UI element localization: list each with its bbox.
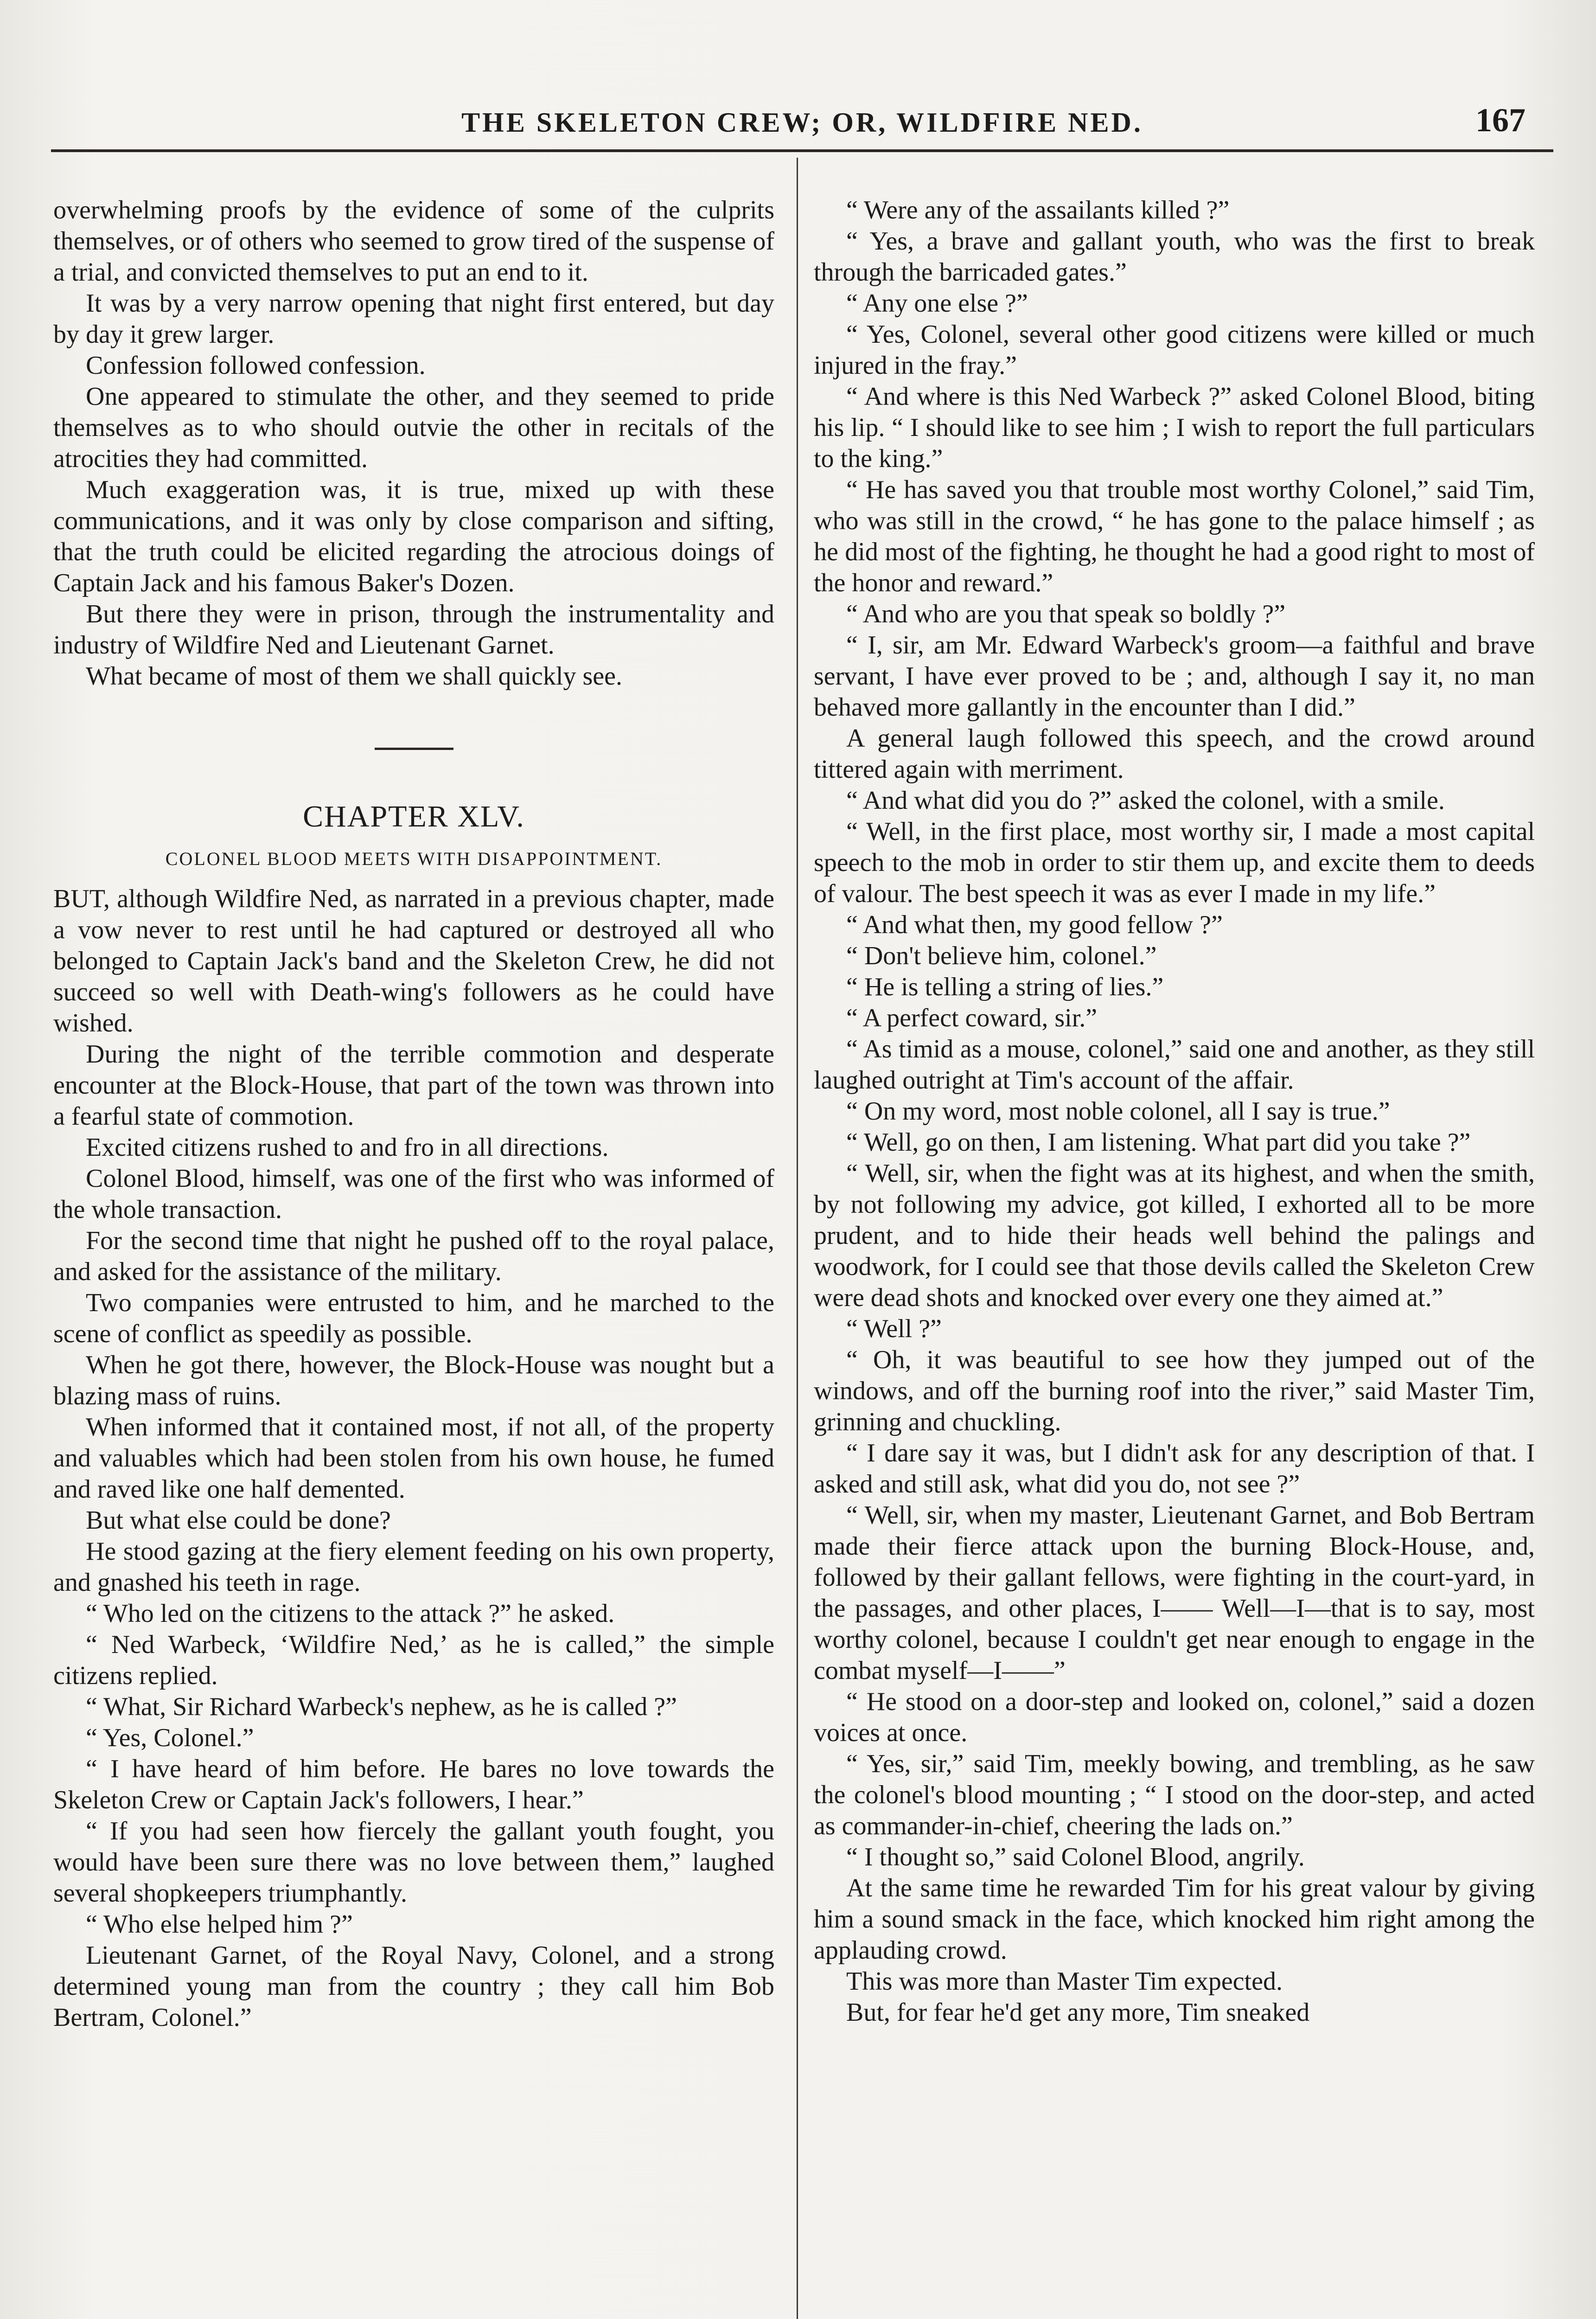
- paragraph: But, for fear he'd get any more, Tim sneaked: [846, 1998, 1310, 2027]
- paragraph: Two companies were entrusted to him, and he marched to the scene of conflict as speedily as possible.: [53, 1288, 774, 1348]
- paragraph: “ Were any of the assailants killed ?”: [846, 196, 1230, 224]
- paragraph: But what else could be done?: [86, 1506, 391, 1535]
- page-header: [51, 93, 1553, 148]
- paragraph: “ I have heard of him before. He bares no love towards the Skeleton Crew or Captain Jack's followers, I hear.”: [53, 1755, 774, 1814]
- paragraph: “ Yes, Colonel.”: [86, 1723, 254, 1752]
- paragraph: One appeared to stimulate the other, and they seemed to pride themselves as to who should outvie the other in recitals of the atrocities they had committed.: [53, 382, 774, 473]
- paragraph: “ A perfect coward, sir.”: [846, 1004, 1098, 1032]
- paragraph: A general laugh followed this speech, and the crowd around tittered again with merriment.: [814, 724, 1535, 784]
- paragraph: Lieutenant Garnet, of the Royal Navy, Colonel, and a strong determined young man from the country ; they call him Bob Bertram, Colonel.”: [53, 1941, 774, 2032]
- paragraph: “ If you had seen how fiercely the gallant youth fought, you would have been sure there was no love between them,” laughed several shopkeepers triumphantly.: [53, 1817, 774, 1908]
- running-title: THE SKELETON CREW; OR, WILDFIRE NED.: [461, 107, 1143, 138]
- paragraph: Confession followed confession.: [86, 351, 426, 380]
- paragraph: “ What, Sir Richard Warbeck's nephew, as he is called ?”: [86, 1692, 677, 1721]
- paragraph: overwhelming proofs by the evidence of some of the culprits themselves, or of others who seemed to grow tired of the suspense of a trial, and convicted themselves to put an end to it.: [53, 196, 774, 287]
- paragraph: “ Well, sir, when my master, Lieutenant Garnet, and Bob Bertram made their fierce attack upon the burning Block-House, and, followed by their gallant fellows, were fighting in the court-yard, in the passages, and other places, I—— Well—I—that is to say, most worthy colonel, because I couldn't get near enough to engage in the combat myself—I——”: [814, 1501, 1535, 1685]
- header-rule: [51, 149, 1553, 152]
- paragraph: “ Ned Warbeck, ‘Wildfire Ned,’ as he is called,” the simple citizens replied.: [53, 1630, 774, 1690]
- paragraph: Colonel Blood, himself, was one of the first who was informed of the whole transaction.: [53, 1164, 774, 1224]
- paragraph: For the second time that night he pushed off to the royal palace, and asked for the assistance of the military.: [53, 1226, 774, 1286]
- paragraph: “ And who are you that speak so boldly ?”: [846, 600, 1286, 628]
- paragraph: “ And where is this Ned Warbeck ?” asked Colonel Blood, biting his lip. “ I should like to see him ; I wish to report the full particulars to the king.”: [814, 382, 1535, 473]
- paragraph: “ Any one else ?”: [846, 289, 1028, 318]
- paragraph: “ He has saved you that trouble most worthy Colonel,” said Tim, who was still in the crowd, “ he has gone to the palace himself ; as he did most of the fighting, he thought he had a good right to most of the honor and reward.”: [814, 475, 1535, 597]
- paragraph: BUT, although Wildfire Ned, as narrated in a previous chapter, made a vow never to rest until he had captured or destroyed all who belonged to Captain Jack's band and the Skeleton Crew, he did not succeed so well with Death-wing's followers as he could have wished.: [53, 884, 774, 1038]
- paragraph: “ Who else helped him ?”: [86, 1910, 353, 1939]
- chapter-title: CHAPTER XLV.: [303, 800, 525, 833]
- paragraph: What became of most of them we shall quickly see.: [86, 662, 622, 691]
- paragraph: “ Yes, sir,” said Tim, meekly bowing, and trembling, as he saw the colonel's blood mounting ; “ I stood on the door-step, and acted as commander-in-chief, cheering the lads on.”: [814, 1749, 1535, 1840]
- left-column: [53, 195, 774, 2319]
- paragraph: “ Well ?”: [846, 1314, 942, 1343]
- paragraph: “ Well, in the first place, most worthy sir, I made a most capital speech to the mob in order to stir them up, and excite them to deeds of valour. The best speech it was as ever I made in my life.”: [814, 817, 1535, 908]
- paragraph: During the night of the terrible commotion and desperate encounter at the Block-House, that part of the town was thrown into a fearful state of commotion.: [53, 1040, 774, 1131]
- section-separator: [375, 748, 453, 750]
- paragraph: “ He stood on a door-step and looked on, colonel,” said a dozen voices at once.: [814, 1687, 1535, 1747]
- chapter-subtitle: COLONEL BLOOD MEETS WITH DISAPPOINTMENT.: [165, 848, 663, 869]
- paragraph: But there they were in prison, through the instrumentality and industry of Wildfire Ned and Lieutenant Garnet.: [53, 600, 774, 660]
- paragraph: “ Who led on the citizens to the attack ?” he asked.: [86, 1599, 615, 1628]
- right-column: [814, 195, 1535, 2319]
- paragraph: “ Yes, a brave and gallant youth, who was the first to break through the barricaded gates.”: [814, 227, 1535, 287]
- paragraph: Much exaggeration was, it is true, mixed up with these communications, and it was only by close comparison and sifting, that the truth could be elicited regarding the atrocious doings of Captain Jack and his famous Baker's Dozen.: [53, 475, 774, 597]
- page-number: 167: [1475, 102, 1526, 139]
- paragraph: “ Oh, it was beautiful to see how they jumped out of the windows, and off the burning roof into the river,” said Master Tim, grinning and chuckling.: [814, 1345, 1535, 1436]
- paragraph: At the same time he rewarded Tim for his great valour by giving him a sound smack in the face, which knocked him right among the applauding crowd.: [814, 1874, 1535, 1965]
- paragraph: “ And what then, my good fellow ?”: [846, 910, 1223, 939]
- paragraph: “ I thought so,” said Colonel Blood, angrily.: [846, 1843, 1305, 1871]
- paragraph: “ And what did you do ?” asked the colonel, with a smile.: [846, 786, 1445, 815]
- paragraph: It was by a very narrow opening that night first entered, but day by day it grew larger.: [53, 289, 774, 349]
- column-divider: [797, 158, 798, 2319]
- paragraph: “ On my word, most noble colonel, all I say is true.”: [846, 1097, 1390, 1126]
- paragraph: “ Well, sir, when the fight was at its highest, and when the smith, by not following my advice, got killed, I exhorted all to be more prudent, and to hide their heads well behind the palings and woodwork, for I could see that those devils called the Skeleton Crew were dead shots and knocked over every one they aimed at.”: [814, 1159, 1535, 1312]
- paragraph: “ Well, go on then, I am listening. What part did you take ?”: [846, 1128, 1471, 1157]
- paragraph: “ I dare say it was, but I didn't ask for any description of that. I asked and still ask, what did you do, not see ?”: [814, 1439, 1535, 1499]
- paragraph: “ He is telling a string of lies.”: [846, 973, 1164, 1001]
- paragraph: “ Yes, Colonel, several other good citizens were killed or much injured in the fray.”: [814, 320, 1535, 380]
- paragraph: He stood gazing at the fiery element feeding on his own property, and gnashed his teeth in rage.: [53, 1537, 774, 1597]
- paragraph: “ Don't believe him, colonel.”: [846, 942, 1157, 970]
- paragraph: “ I, sir, am Mr. Edward Warbeck's groom—a faithful and brave servant, I have ever proved to be ; and, although I say it, no man behaved more gallantly in the encounter than I did.”: [814, 631, 1535, 722]
- paragraph: When informed that it contained most, if not all, of the property and valuables which had been stolen from his own house, he fumed and raved like one half demented.: [53, 1413, 774, 1504]
- paragraph: Excited citizens rushed to and fro in all directions.: [86, 1133, 609, 1162]
- paragraph: When he got there, however, the Block-House was nought but a blazing mass of ruins.: [53, 1351, 774, 1410]
- paragraph: This was more than Master Tim expected.: [846, 1967, 1283, 1996]
- paragraph: “ As timid as a mouse, colonel,” said one and another, as they still laughed outright at Tim's account of the affair.: [814, 1035, 1535, 1095]
